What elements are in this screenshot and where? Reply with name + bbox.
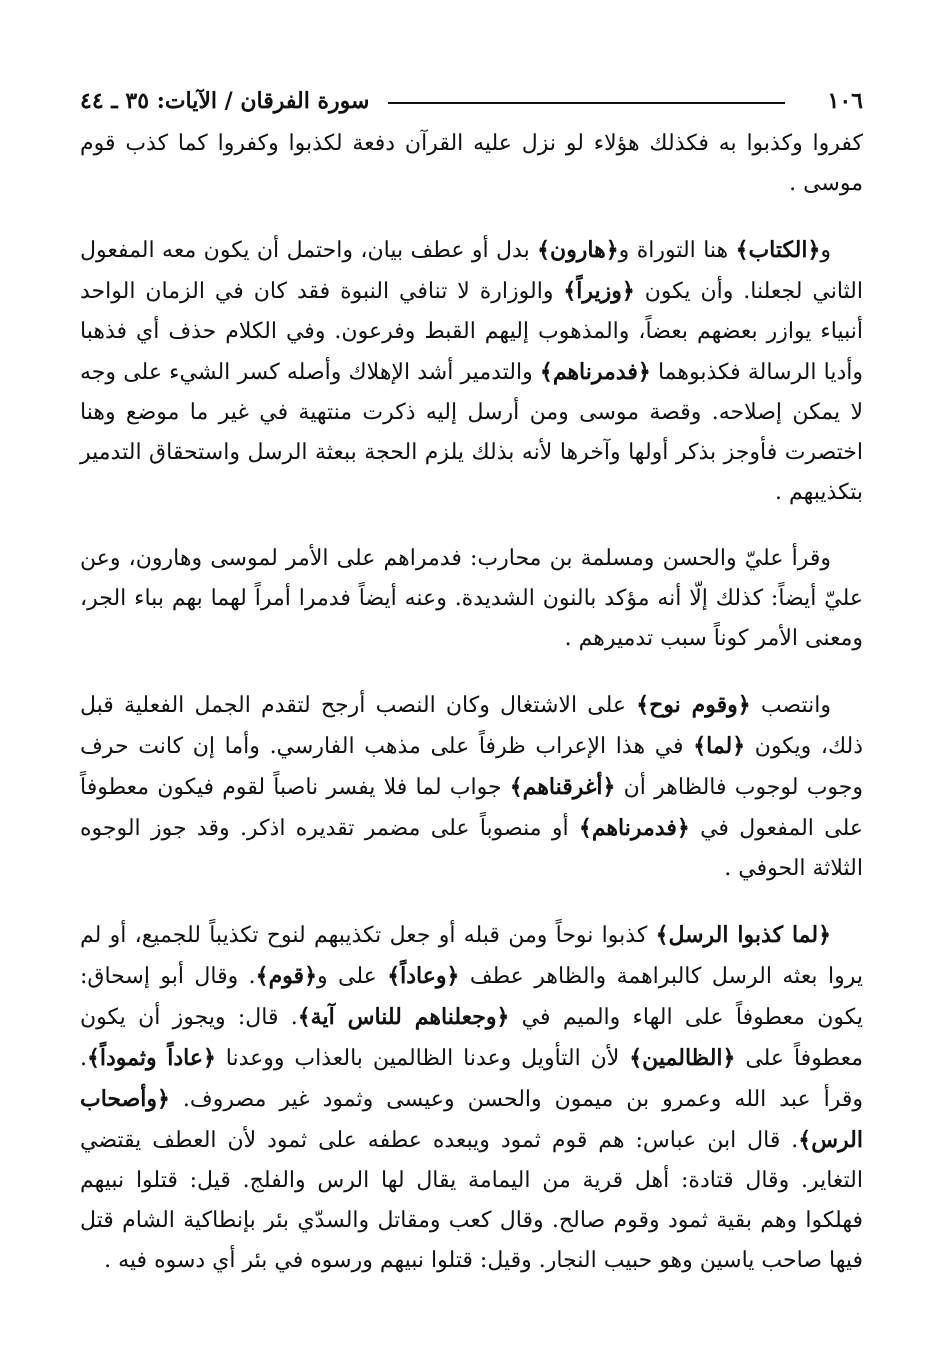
quran-quote: ﴿فدمرناهم﴾ [578, 815, 690, 841]
text-run: في هذا الإعراب ظرفاً على مذهب الفارسي. وأما إن كانت حرف وجوب لوجوب فالظاهر أن [80, 734, 863, 800]
page-body [80, 124, 863, 1295]
text-run: . وقال أبو إسحاق: يكون معطوفاً على الهاء والميم في [80, 964, 863, 1030]
text-run: على الاشتغال وكان النصب أرجح لتقدم الجمل الفعلية قبل ذلك، ويكون [80, 693, 863, 759]
quran-quote: ﴿فدمرناهم﴾ [539, 359, 651, 385]
quran-quote: ﴿وجعلناهم للناس آية﴾ [297, 1004, 510, 1030]
quran-quote: ﴿أغرقناهم﴾ [509, 774, 616, 800]
paragraph [80, 124, 863, 204]
text-run: وانتصب [750, 693, 832, 718]
quran-quote: ﴿وقوم نوح﴾ [636, 692, 751, 718]
text-run: . قال ابن عباس: هم قوم ثمود ويبعده عطفه على ثمود لأن العطف يقتضي التغاير. وقال قتادة: أهل قرية من اليمامة يقال لها الرس والفلج. قيل: قتلوا نبيهم فهلكوا وهم بقية ثمود وقوم صالح. وقال كعب ومقاتل والسدّي بئر بإنطاكية الشام قتل فيها صاحب ياسين وهو حبيب النجار. وقيل: قتلوا نبيهم ورسوه في بئر أي دسوه فيه . [80, 1128, 863, 1273]
quran-quote: ﴿قوم﴾ [255, 963, 317, 989]
quran-quote: ﴿لما﴾ [693, 733, 746, 759]
paragraph [80, 915, 863, 1281]
text-run: . قال: ويجوز أن يكون معطوفاً على [80, 1005, 864, 1071]
header-rule [388, 102, 785, 104]
text-run: جواب لما فلا يفسر ناصباً لقوم فيكون معطوفاً على المفعول في [80, 775, 863, 841]
paragraph [80, 685, 863, 889]
quran-quote: ﴿وزيراً﴾ [563, 278, 635, 304]
text-run: أو منصوباً على مضمر تقديره اذكر. وقد جوز الوجوه الثلاثة الحوفي . [80, 816, 863, 881]
quran-quote: ﴿وأصحاب الرس﴾ [80, 1086, 863, 1153]
text-run: على و [316, 964, 388, 989]
quran-quote: ﴿لما كذبوا الرسل﴾ [655, 922, 831, 948]
paragraph [80, 539, 863, 659]
quran-quote: ﴿الظالمين﴾ [629, 1045, 736, 1071]
text-run: لأن التأويل وعدنا الظالمين بالعذاب ووعدنا [215, 1046, 630, 1071]
text-run: والوزارة لا تنافي النبوة فقد كان في الزمان الواحد أنبياء يوازر بعضهم بعضاً، والمذهوب إليهم القبط وفرعون. وفي الكلام حذف أي فذهبا وأديا الرسالة فكذبوهما [80, 279, 863, 385]
text-run: . وقرأ عبد الله وعمرو بن ميمون والحسن وعيسى وثمود غير مصروف. [80, 1046, 863, 1112]
running-title: سورة الفرقان / الآيات: ٣٥ ـ ٤٤ [80, 88, 370, 114]
text-run: والتدمير أشد الإهلاك وأصله كسر الشيء على وجه لا يمكن إصلاحه. وقصة موسى ومن أرسل إليه ذكرت منتهية في غير ما موضع وهنا اختصرت فأوجز بذكر أولها وآخرها لأنه بذلك يلزم الحجة ببعثة الرسل واستحقاق التدمير بتكذيبهم . [80, 360, 863, 505]
text-run: كذبوا نوحاً ومن قبله أو جعل تكذيبهم لنوح تكذيباً للجميع، أو لم يروا بعثه الرسل كالبراهمة والظاهر عطف [80, 923, 863, 989]
quran-quote: ﴿وعاداً﴾ [387, 963, 460, 989]
text-run: كفروا وكذبوا به فكذلك هؤلاء لو نزل عليه القرآن دفعة لكذبوا وكفروا كما كذب قوم موسى . [80, 131, 863, 196]
text-run: و [820, 238, 832, 263]
text-run: وقرأ عليّ والحسن ومسلمة بن محارب: فدمراهم على الأمر لموسى وهارون، وعن عليّ أيضاً: كذلك إلّا أنه مؤكد بالنون الشديدة. وعنه أيضاً فدمرا أمراً لهما بهم بباء الجر، ومعنى الأمر كوناً سبب تدميرهم . [80, 546, 863, 651]
quran-quote: ﴿الكتاب﴾ [735, 237, 821, 263]
page-number: ١٠٦ [827, 88, 863, 114]
quran-quote: ﴿عاداً وثموداً﴾ [87, 1045, 216, 1071]
quran-quote: ﴿هارون﴾ [537, 237, 619, 263]
text-run: بدل أو عطف بيان، واحتمل أن يكون معه المفعول الثاني لجعلنا. وأن يكون [80, 238, 863, 304]
text-run: هنا التوراة و [618, 238, 736, 263]
page-header [80, 86, 863, 116]
paragraph [80, 230, 863, 513]
